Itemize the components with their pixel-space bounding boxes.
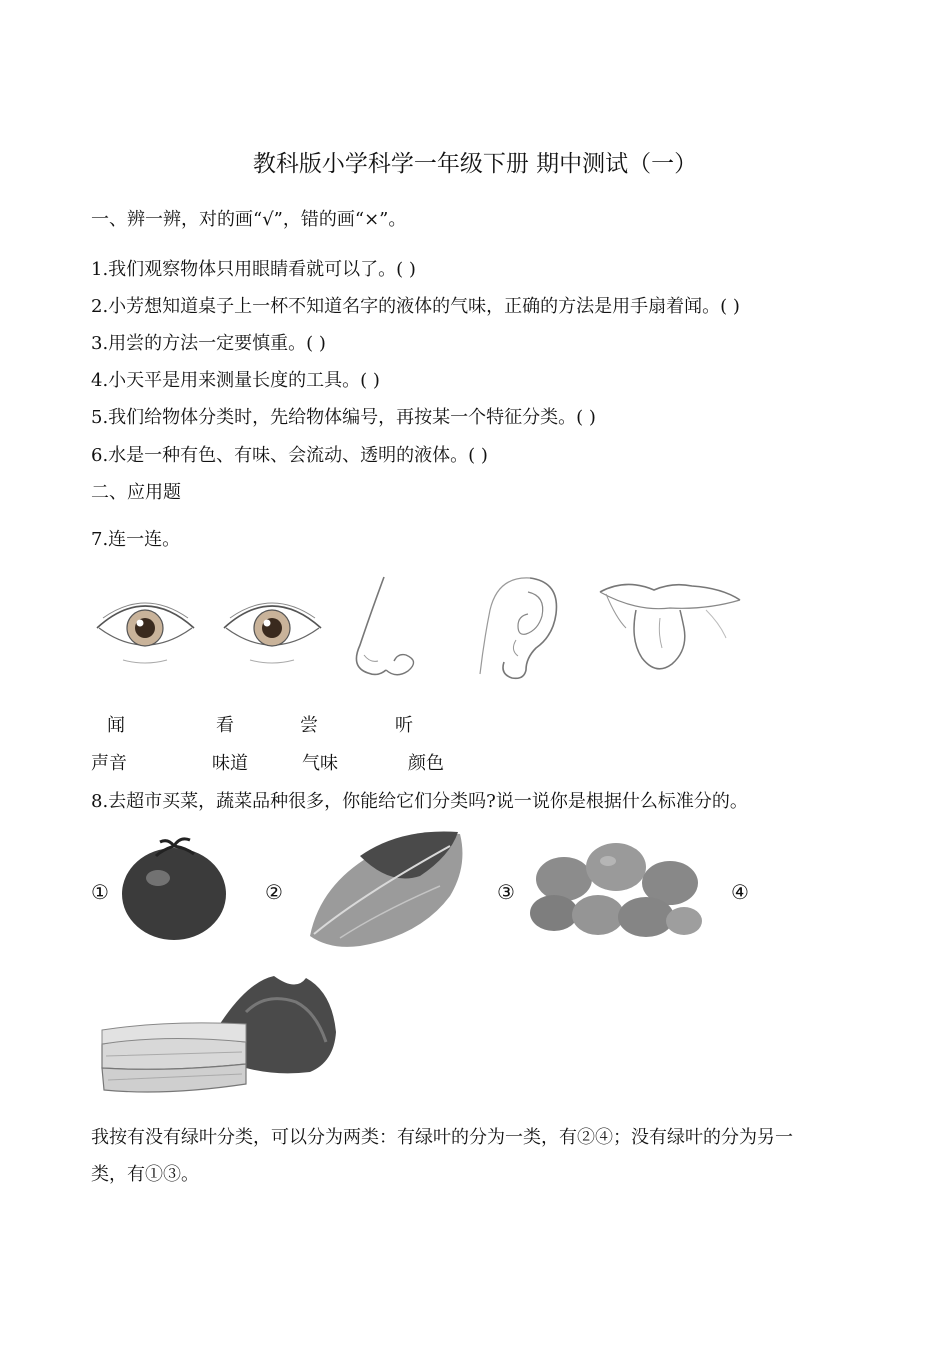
question-6: 6.水是一种有色、有味、会流动、透明的液体。( ) [91, 445, 488, 466]
answer-line-2: 类，有①③。 [91, 1164, 199, 1185]
mouth-tongue-image [596, 578, 746, 678]
question-3: 3.用尝的方法一定要慎重。( ) [91, 333, 326, 354]
label-2: ② [265, 880, 283, 904]
object-odor: 气味 [302, 753, 338, 774]
section2-heading: 二、应用题 [91, 482, 181, 503]
object-color: 颜色 [408, 753, 444, 774]
object-sound: 声音 [91, 753, 127, 774]
eye-image-1 [93, 588, 198, 668]
tomato-image [118, 836, 230, 942]
verb-listen: 听 [395, 715, 413, 736]
question-1: 1.我们观察物体只用眼睛看就可以了。( ) [91, 259, 416, 280]
page-title: 教科版小学科学一年级下册 期中测试（一） [252, 151, 698, 177]
question-8-prompt: 8.去超市买菜，蔬菜品种很多，你能给它们分类吗?说一说你是根据什么标准分的。 [91, 791, 748, 812]
verb-taste: 尝 [300, 715, 318, 736]
answer-line-1: 我按有没有绿叶分类，可以分为两类：有绿叶的分为一类，有②④；没有绿叶的分为另一 [91, 1127, 793, 1148]
ear-image [470, 570, 560, 682]
question-7-prompt: 7.连一连。 [91, 529, 181, 550]
nose-image [348, 575, 428, 685]
verb-look: 看 [216, 715, 234, 736]
potatoes-image [524, 833, 704, 943]
verb-smell: 闻 [107, 715, 125, 736]
object-taste: 味道 [212, 753, 248, 774]
eye-image-2 [220, 588, 325, 668]
question-2: 2.小芳想知道桌子上一杯不知道名字的液体的气味，正确的方法是用手扇着闻。( ) [91, 296, 740, 317]
green-onion-image [96, 972, 342, 1100]
label-1: ① [91, 880, 109, 904]
label-3: ③ [497, 880, 515, 904]
cabbage-image [300, 826, 470, 950]
label-4: ④ [731, 880, 749, 904]
question-4: 4.小天平是用来测量长度的工具。( ) [91, 370, 380, 391]
section1-heading: 一、辨一辨，对的画“√”，错的画“×”。 [91, 209, 407, 230]
question-5: 5.我们给物体分类时，先给物体编号，再按某一个特征分类。( ) [91, 407, 596, 428]
